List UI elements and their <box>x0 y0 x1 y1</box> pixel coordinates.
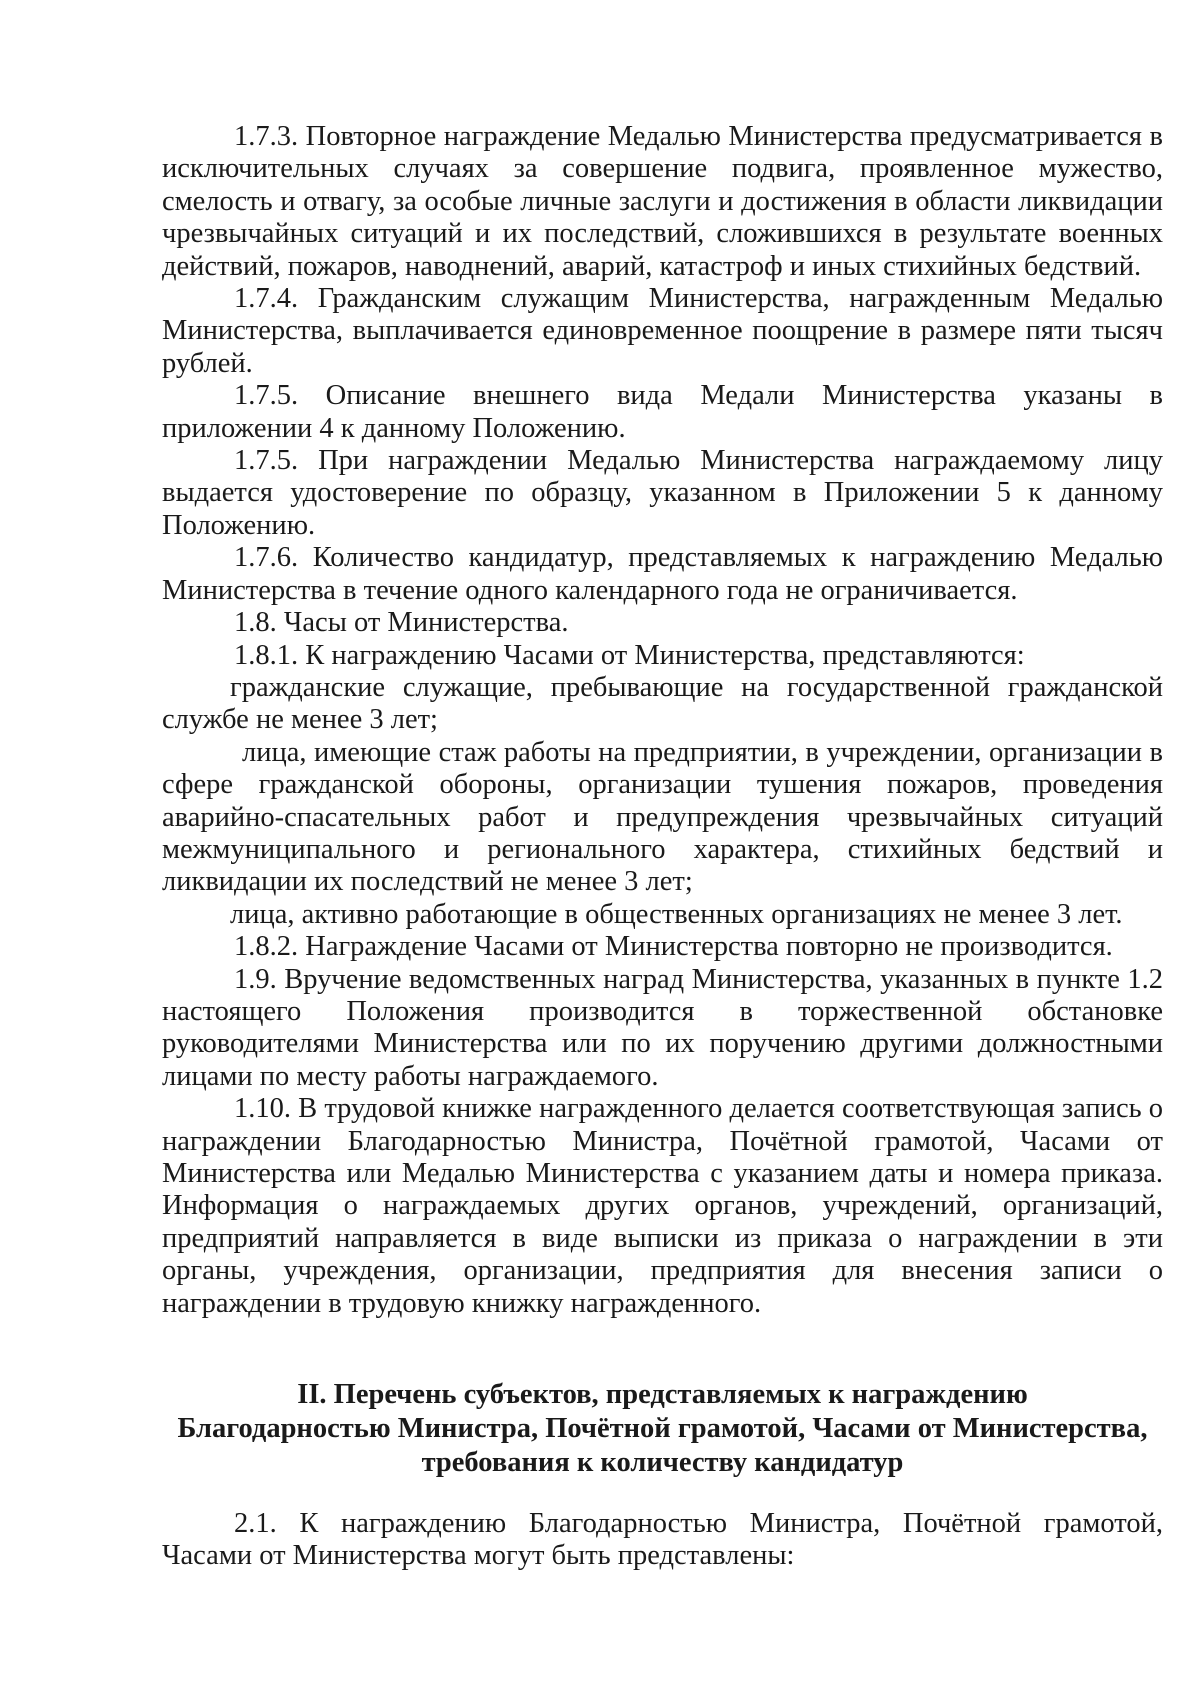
paragraph-1-7-3: 1.7.3. Повторное награждение Медалью Министерства предусматривается в исключительных случаях за совершение подвига, проявленное мужество, смелость и отвагу, за особые личные заслуги и достижения в области ликвидации чрезвычайных ситуаций и их последствий, сложившихся в результате военных действий, пожаров, наводнений, аварий, катастроф и иных стихийных бедствий. <box>162 121 1163 282</box>
section-heading-line-3: требования к количеству кандидатур <box>421 1447 904 1478</box>
list-item-civil-servants: гражданские служащие, пребывающие на государственной гражданской службе не менее 3 лет; <box>162 671 1163 736</box>
paragraph-1-7-4: 1.7.4. Гражданским служащим Министерства, награжденным Медалью Министерства, выплачивается единовременное поощрение в размере пяти тысяч рублей. <box>162 283 1163 379</box>
paragraph-1-8-2: 1.8.2. Награждение Часами от Министерства повторно не производится. <box>234 931 1113 963</box>
paragraph-1-7-5-description: 1.7.5. Описание внешнего вида Медали Министерства указаны в приложении 4 к данному Положению. <box>162 380 1163 444</box>
list-item-public-organizations: лица, активно работающие в общественных организациях не менее 3 лет. <box>230 898 1123 930</box>
section-heading-line-1: II. Перечень субъектов, представляемых к награждению <box>297 1379 1028 1410</box>
paragraph-1-7-5-certificate: 1.7.5. При награждении Медалью Министерства награждаемому лицу выдается удостоверение по образцу, указанном в Приложении 5 к данному Положению. <box>162 445 1163 541</box>
paragraph-1-9: 1.9. Вручение ведомственных наград Министерства, указанных в пункте 1.2 настоящего Положения производится в торжественной обстановке руководителями Министерства или по их поручению другими должностными лицами по месту работы награждаемого. <box>162 963 1163 1092</box>
paragraph-1-8-1: 1.8.1. К награждению Часами от Министерства, представляются: <box>234 639 1025 671</box>
list-item-work-experience: лица, имеющие стаж работы на предприятии, в учреждении, организации в сфере гражданской обороны, организации тушения пожаров, проведения аварийно-спасательных работ и предупреждения чрезвычайных ситуаций межмуниципального и регионального характера, стихийных бедствий и ликвидации их последствий не менее 3 лет; <box>162 736 1163 898</box>
section-2-body <box>162 1508 1163 1573</box>
paragraph-1-8: 1.8. Часы от Министерства. <box>234 607 569 639</box>
section-heading <box>162 1378 1163 1480</box>
paragraph-2-1: 2.1. К награждению Благодарностью Министра, Почётной грамотой, Часами от Министерства могут быть представлены: <box>162 1508 1163 1572</box>
paragraph-1-10: 1.10. В трудовой книжке награжденного делается соответствующая запись о награждении Благодарностью Министра, Почётной грамотой, Часами от Министерства или Медалью Министерства с указанием даты и номера приказа. Информация о награждаемых других органов, учреждений, организаций, предприятий направляется в виде выписки из приказа о награждении в эти органы, учреждения, организации, предприятия для внесения записи о награждении в трудовую книжку награжденного. <box>162 1093 1163 1319</box>
document-body <box>162 121 1163 1320</box>
paragraph-1-7-6: 1.7.6. Количество кандидатур, представляемых к награждению Медалью Министерства в течение одного календарного года не ограничивается. <box>162 542 1163 606</box>
section-heading-line-2: Благодарностью Министра, Почётной грамотой, Часами от Министерства, <box>177 1413 1148 1444</box>
